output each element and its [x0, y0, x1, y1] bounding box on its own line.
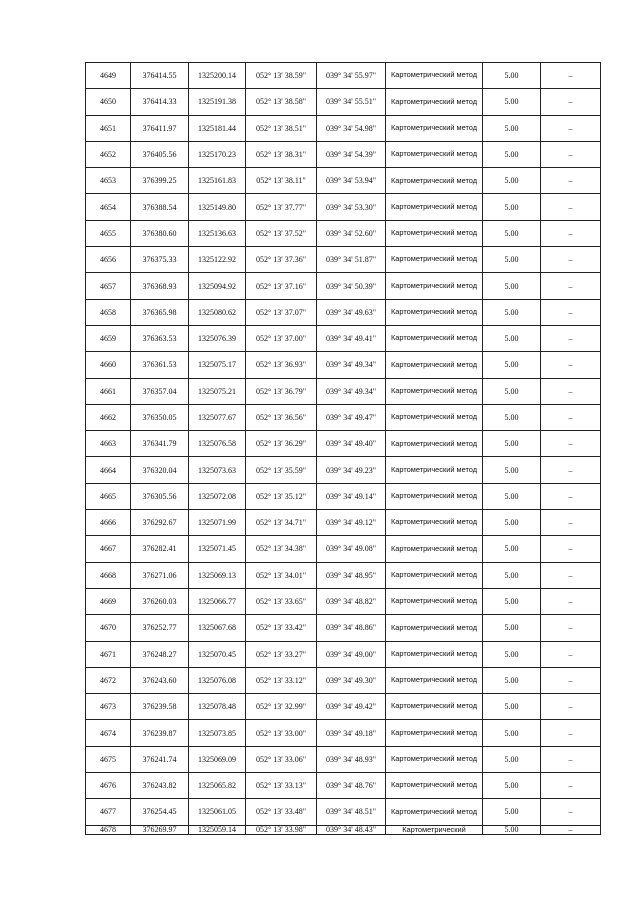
accuracy-cell: 5.00 [483, 667, 541, 693]
latitude-cell: 052° 13' 38.59" [246, 63, 317, 89]
x-coordinate-cell: 376248.27 [131, 641, 189, 667]
longitude-cell: 039° 34' 51.87" [317, 247, 386, 273]
point-number-cell: 4673 [86, 694, 131, 720]
method-cell: Картометрический метод [386, 694, 483, 720]
note-cell: – [541, 562, 601, 588]
y-coordinate-cell: 1325075.21 [189, 378, 246, 404]
longitude-cell: 039° 34' 54.39" [317, 141, 386, 167]
point-number-cell: 4664 [86, 457, 131, 483]
latitude-cell: 052° 13' 38.31" [246, 141, 317, 167]
table-row [86, 457, 601, 483]
note-cell: – [541, 746, 601, 772]
point-number-cell: 4670 [86, 615, 131, 641]
y-coordinate-cell: 1325069.13 [189, 562, 246, 588]
note-cell: – [541, 325, 601, 351]
longitude-cell: 039° 34' 49.34" [317, 378, 386, 404]
method-cell: Картометрический метод [386, 799, 483, 825]
y-coordinate-cell: 1325061.05 [189, 799, 246, 825]
note-cell: – [541, 483, 601, 509]
method-cell: Картометрический метод [386, 615, 483, 641]
longitude-cell: 039° 34' 49.34" [317, 352, 386, 378]
note-cell: – [541, 588, 601, 614]
method-cell: Картометрический метод [386, 641, 483, 667]
y-coordinate-cell: 1325078.48 [189, 694, 246, 720]
note-cell: – [541, 457, 601, 483]
table-row [86, 667, 601, 693]
y-coordinate-cell: 1325094.92 [189, 273, 246, 299]
y-coordinate-cell: 1325075.17 [189, 352, 246, 378]
table-row [86, 247, 601, 273]
point-number-cell: 4656 [86, 247, 131, 273]
y-coordinate-cell: 1325071.45 [189, 536, 246, 562]
x-coordinate-cell: 376388.54 [131, 194, 189, 220]
y-coordinate-cell: 1325066.77 [189, 588, 246, 614]
y-coordinate-cell: 1325076.08 [189, 667, 246, 693]
x-coordinate-cell: 376375.33 [131, 247, 189, 273]
point-number-cell: 4675 [86, 746, 131, 772]
longitude-cell: 039° 34' 48.43" [317, 825, 386, 834]
table-row [86, 694, 601, 720]
accuracy-cell: 5.00 [483, 562, 541, 588]
accuracy-cell: 5.00 [483, 641, 541, 667]
table-row [86, 720, 601, 746]
method-cell: Картометрический метод [386, 89, 483, 115]
y-coordinate-cell: 1325072.08 [189, 483, 246, 509]
note-cell: – [541, 194, 601, 220]
latitude-cell: 052° 13' 33.42" [246, 615, 317, 641]
x-coordinate-cell: 376350.05 [131, 404, 189, 430]
accuracy-cell: 5.00 [483, 483, 541, 509]
method-cell: Картометрический метод [386, 299, 483, 325]
method-cell: Картометрический метод [386, 115, 483, 141]
x-coordinate-cell: 376414.33 [131, 89, 189, 115]
accuracy-cell: 5.00 [483, 273, 541, 299]
table-row [86, 63, 601, 89]
y-coordinate-cell: 1325122.92 [189, 247, 246, 273]
x-coordinate-cell: 376292.67 [131, 510, 189, 536]
point-number-cell: 4674 [86, 720, 131, 746]
table-row [86, 615, 601, 641]
longitude-cell: 039° 34' 54.98" [317, 115, 386, 141]
latitude-cell: 052° 13' 38.51" [246, 115, 317, 141]
accuracy-cell: 5.00 [483, 168, 541, 194]
method-cell: Картометрический метод [386, 510, 483, 536]
accuracy-cell: 5.00 [483, 141, 541, 167]
x-coordinate-cell: 376239.87 [131, 720, 189, 746]
longitude-cell: 039° 34' 49.08" [317, 536, 386, 562]
y-coordinate-cell: 1325077.67 [189, 404, 246, 430]
method-cell: Картометрический метод [386, 247, 483, 273]
method-cell: Картометрический метод [386, 168, 483, 194]
y-coordinate-cell: 1325073.85 [189, 720, 246, 746]
note-cell: – [541, 825, 601, 834]
method-cell: Картометрический метод [386, 457, 483, 483]
y-coordinate-cell: 1325073.63 [189, 457, 246, 483]
method-cell: Картометрический метод [386, 588, 483, 614]
latitude-cell: 052° 13' 37.36" [246, 247, 317, 273]
x-coordinate-cell: 376320.04 [131, 457, 189, 483]
point-number-cell: 4661 [86, 378, 131, 404]
method-cell: Картометрический метод [386, 720, 483, 746]
x-coordinate-cell: 376341.79 [131, 431, 189, 457]
method-cell: Картометрический метод [386, 273, 483, 299]
table-row [86, 194, 601, 220]
latitude-cell: 052° 13' 36.56" [246, 404, 317, 430]
y-coordinate-cell: 1325065.82 [189, 773, 246, 799]
x-coordinate-cell: 376305.56 [131, 483, 189, 509]
longitude-cell: 039° 34' 48.93" [317, 746, 386, 772]
table-row [86, 352, 601, 378]
note-cell: – [541, 352, 601, 378]
y-coordinate-cell: 1325136.63 [189, 220, 246, 246]
table-row [86, 299, 601, 325]
accuracy-cell: 5.00 [483, 194, 541, 220]
point-number-cell: 4668 [86, 562, 131, 588]
latitude-cell: 052° 13' 33.00" [246, 720, 317, 746]
accuracy-cell: 5.00 [483, 431, 541, 457]
accuracy-cell: 5.00 [483, 247, 541, 273]
note-cell: – [541, 431, 601, 457]
y-coordinate-cell: 1325170.23 [189, 141, 246, 167]
accuracy-cell: 5.00 [483, 588, 541, 614]
method-cell: Картометрический [386, 825, 483, 834]
x-coordinate-cell: 376243.60 [131, 667, 189, 693]
point-number-cell: 4652 [86, 141, 131, 167]
table-row [86, 773, 601, 799]
table-row [86, 562, 601, 588]
x-coordinate-cell: 376241.74 [131, 746, 189, 772]
longitude-cell: 039° 34' 49.41" [317, 325, 386, 351]
longitude-cell: 039° 34' 53.94" [317, 168, 386, 194]
latitude-cell: 052° 13' 32.99" [246, 694, 317, 720]
y-coordinate-cell: 1325067.68 [189, 615, 246, 641]
accuracy-cell: 5.00 [483, 536, 541, 562]
y-coordinate-cell: 1325080.62 [189, 299, 246, 325]
latitude-cell: 052° 13' 33.98" [246, 825, 317, 834]
note-cell: – [541, 799, 601, 825]
longitude-cell: 039° 34' 55.51" [317, 89, 386, 115]
longitude-cell: 039° 34' 55.97" [317, 63, 386, 89]
y-coordinate-cell: 1325059.14 [189, 825, 246, 834]
x-coordinate-cell: 376399.25 [131, 168, 189, 194]
accuracy-cell: 5.00 [483, 115, 541, 141]
latitude-cell: 052° 13' 35.59" [246, 457, 317, 483]
y-coordinate-cell: 1325200.14 [189, 63, 246, 89]
table-row [86, 825, 601, 834]
point-number-cell: 4660 [86, 352, 131, 378]
point-number-cell: 4654 [86, 194, 131, 220]
note-cell: – [541, 168, 601, 194]
longitude-cell: 039° 34' 49.30" [317, 667, 386, 693]
longitude-cell: 039° 34' 49.63" [317, 299, 386, 325]
note-cell: – [541, 667, 601, 693]
point-number-cell: 4650 [86, 89, 131, 115]
latitude-cell: 052° 13' 33.06" [246, 746, 317, 772]
point-number-cell: 4677 [86, 799, 131, 825]
method-cell: Картометрический метод [386, 404, 483, 430]
method-cell: Картометрический метод [386, 773, 483, 799]
note-cell: – [541, 141, 601, 167]
longitude-cell: 039° 34' 49.40" [317, 431, 386, 457]
accuracy-cell: 5.00 [483, 404, 541, 430]
latitude-cell: 052° 13' 33.65" [246, 588, 317, 614]
x-coordinate-cell: 376243.82 [131, 773, 189, 799]
method-cell: Картометрический метод [386, 141, 483, 167]
point-number-cell: 4658 [86, 299, 131, 325]
y-coordinate-cell: 1325161.83 [189, 168, 246, 194]
point-number-cell: 4651 [86, 115, 131, 141]
longitude-cell: 039° 34' 49.42" [317, 694, 386, 720]
latitude-cell: 052° 13' 34.38" [246, 536, 317, 562]
latitude-cell: 052° 13' 38.11" [246, 168, 317, 194]
method-cell: Картометрический метод [386, 63, 483, 89]
longitude-cell: 039° 34' 49.47" [317, 404, 386, 430]
accuracy-cell: 5.00 [483, 89, 541, 115]
method-cell: Картометрический метод [386, 431, 483, 457]
longitude-cell: 039° 34' 53.30" [317, 194, 386, 220]
x-coordinate-cell: 376269.97 [131, 825, 189, 834]
note-cell: – [541, 536, 601, 562]
y-coordinate-cell: 1325069.09 [189, 746, 246, 772]
accuracy-cell: 5.00 [483, 615, 541, 641]
longitude-cell: 039° 34' 49.14" [317, 483, 386, 509]
accuracy-cell: 5.00 [483, 720, 541, 746]
accuracy-cell: 5.00 [483, 773, 541, 799]
point-number-cell: 4663 [86, 431, 131, 457]
table-row [86, 115, 601, 141]
latitude-cell: 052° 13' 37.00" [246, 325, 317, 351]
note-cell: – [541, 615, 601, 641]
method-cell: Картометрический метод [386, 536, 483, 562]
latitude-cell: 052° 13' 37.52" [246, 220, 317, 246]
method-cell: Картометрический метод [386, 483, 483, 509]
table-row [86, 799, 601, 825]
latitude-cell: 052° 13' 36.79" [246, 378, 317, 404]
table-row [86, 641, 601, 667]
point-number-cell: 4657 [86, 273, 131, 299]
longitude-cell: 039° 34' 48.95" [317, 562, 386, 588]
longitude-cell: 039° 34' 52.60" [317, 220, 386, 246]
table-row [86, 510, 601, 536]
point-number-cell: 4666 [86, 510, 131, 536]
longitude-cell: 039° 34' 49.18" [317, 720, 386, 746]
coordinates-table [85, 62, 601, 835]
table-row [86, 168, 601, 194]
point-number-cell: 4667 [86, 536, 131, 562]
note-cell: – [541, 89, 601, 115]
point-number-cell: 4669 [86, 588, 131, 614]
note-cell: – [541, 247, 601, 273]
note-cell: – [541, 220, 601, 246]
longitude-cell: 039° 34' 48.86" [317, 615, 386, 641]
table-row [86, 431, 601, 457]
x-coordinate-cell: 376363.53 [131, 325, 189, 351]
point-number-cell: 4659 [86, 325, 131, 351]
note-cell: – [541, 510, 601, 536]
method-cell: Картометрический метод [386, 667, 483, 693]
x-coordinate-cell: 376414.55 [131, 63, 189, 89]
longitude-cell: 039° 34' 49.23" [317, 457, 386, 483]
latitude-cell: 052° 13' 38.58" [246, 89, 317, 115]
table-row [86, 536, 601, 562]
latitude-cell: 052° 13' 37.07" [246, 299, 317, 325]
accuracy-cell: 5.00 [483, 378, 541, 404]
point-number-cell: 4653 [86, 168, 131, 194]
note-cell: – [541, 694, 601, 720]
table-row [86, 588, 601, 614]
point-number-cell: 4671 [86, 641, 131, 667]
accuracy-cell: 5.00 [483, 325, 541, 351]
accuracy-cell: 5.00 [483, 825, 541, 834]
point-number-cell: 4678 [86, 825, 131, 834]
accuracy-cell: 5.00 [483, 799, 541, 825]
latitude-cell: 052° 13' 33.13" [246, 773, 317, 799]
note-cell: – [541, 378, 601, 404]
latitude-cell: 052° 13' 36.29" [246, 431, 317, 457]
point-number-cell: 4662 [86, 404, 131, 430]
y-coordinate-cell: 1325071.99 [189, 510, 246, 536]
table-row [86, 746, 601, 772]
y-coordinate-cell: 1325076.39 [189, 325, 246, 351]
note-cell: – [541, 720, 601, 746]
method-cell: Картометрический метод [386, 746, 483, 772]
x-coordinate-cell: 376357.04 [131, 378, 189, 404]
x-coordinate-cell: 376368.93 [131, 273, 189, 299]
latitude-cell: 052° 13' 33.27" [246, 641, 317, 667]
method-cell: Картометрический метод [386, 220, 483, 246]
accuracy-cell: 5.00 [483, 510, 541, 536]
latitude-cell: 052° 13' 37.16" [246, 273, 317, 299]
longitude-cell: 039° 34' 48.51" [317, 799, 386, 825]
method-cell: Картометрический метод [386, 562, 483, 588]
x-coordinate-cell: 376411.97 [131, 115, 189, 141]
x-coordinate-cell: 376361.53 [131, 352, 189, 378]
y-coordinate-cell: 1325070.45 [189, 641, 246, 667]
table-row [86, 483, 601, 509]
longitude-cell: 039° 34' 50.39" [317, 273, 386, 299]
latitude-cell: 052° 13' 33.48" [246, 799, 317, 825]
point-number-cell: 4676 [86, 773, 131, 799]
method-cell: Картометрический метод [386, 325, 483, 351]
note-cell: – [541, 273, 601, 299]
y-coordinate-cell: 1325076.58 [189, 431, 246, 457]
latitude-cell: 052° 13' 33.12" [246, 667, 317, 693]
note-cell: – [541, 404, 601, 430]
note-cell: – [541, 773, 601, 799]
accuracy-cell: 5.00 [483, 694, 541, 720]
y-coordinate-cell: 1325191.38 [189, 89, 246, 115]
point-number-cell: 4665 [86, 483, 131, 509]
accuracy-cell: 5.00 [483, 352, 541, 378]
x-coordinate-cell: 376260.03 [131, 588, 189, 614]
table-row [86, 404, 601, 430]
longitude-cell: 039° 34' 48.82" [317, 588, 386, 614]
table-row [86, 273, 601, 299]
longitude-cell: 039° 34' 49.12" [317, 510, 386, 536]
point-number-cell: 4672 [86, 667, 131, 693]
note-cell: – [541, 641, 601, 667]
method-cell: Картометрический метод [386, 352, 483, 378]
accuracy-cell: 5.00 [483, 63, 541, 89]
note-cell: – [541, 115, 601, 141]
y-coordinate-cell: 1325149.80 [189, 194, 246, 220]
x-coordinate-cell: 376252.77 [131, 615, 189, 641]
table-row [86, 325, 601, 351]
point-number-cell: 4649 [86, 63, 131, 89]
x-coordinate-cell: 376380.60 [131, 220, 189, 246]
method-cell: Картометрический метод [386, 194, 483, 220]
y-coordinate-cell: 1325181.44 [189, 115, 246, 141]
table-row [86, 378, 601, 404]
note-cell: – [541, 63, 601, 89]
longitude-cell: 039° 34' 49.00" [317, 641, 386, 667]
x-coordinate-cell: 376271.06 [131, 562, 189, 588]
latitude-cell: 052° 13' 34.71" [246, 510, 317, 536]
point-number-cell: 4655 [86, 220, 131, 246]
x-coordinate-cell: 376254.45 [131, 799, 189, 825]
table-row [86, 220, 601, 246]
accuracy-cell: 5.00 [483, 220, 541, 246]
accuracy-cell: 5.00 [483, 299, 541, 325]
latitude-cell: 052° 13' 35.12" [246, 483, 317, 509]
note-cell: – [541, 299, 601, 325]
method-cell: Картометрический метод [386, 378, 483, 404]
x-coordinate-cell: 376282.41 [131, 536, 189, 562]
table-row [86, 89, 601, 115]
latitude-cell: 052° 13' 37.77" [246, 194, 317, 220]
accuracy-cell: 5.00 [483, 457, 541, 483]
x-coordinate-cell: 376365.98 [131, 299, 189, 325]
latitude-cell: 052° 13' 34.01" [246, 562, 317, 588]
x-coordinate-cell: 376405.56 [131, 141, 189, 167]
longitude-cell: 039° 34' 48.76" [317, 773, 386, 799]
accuracy-cell: 5.00 [483, 746, 541, 772]
x-coordinate-cell: 376239.58 [131, 694, 189, 720]
table-row [86, 141, 601, 167]
latitude-cell: 052° 13' 36.93" [246, 352, 317, 378]
table-body [86, 63, 601, 835]
